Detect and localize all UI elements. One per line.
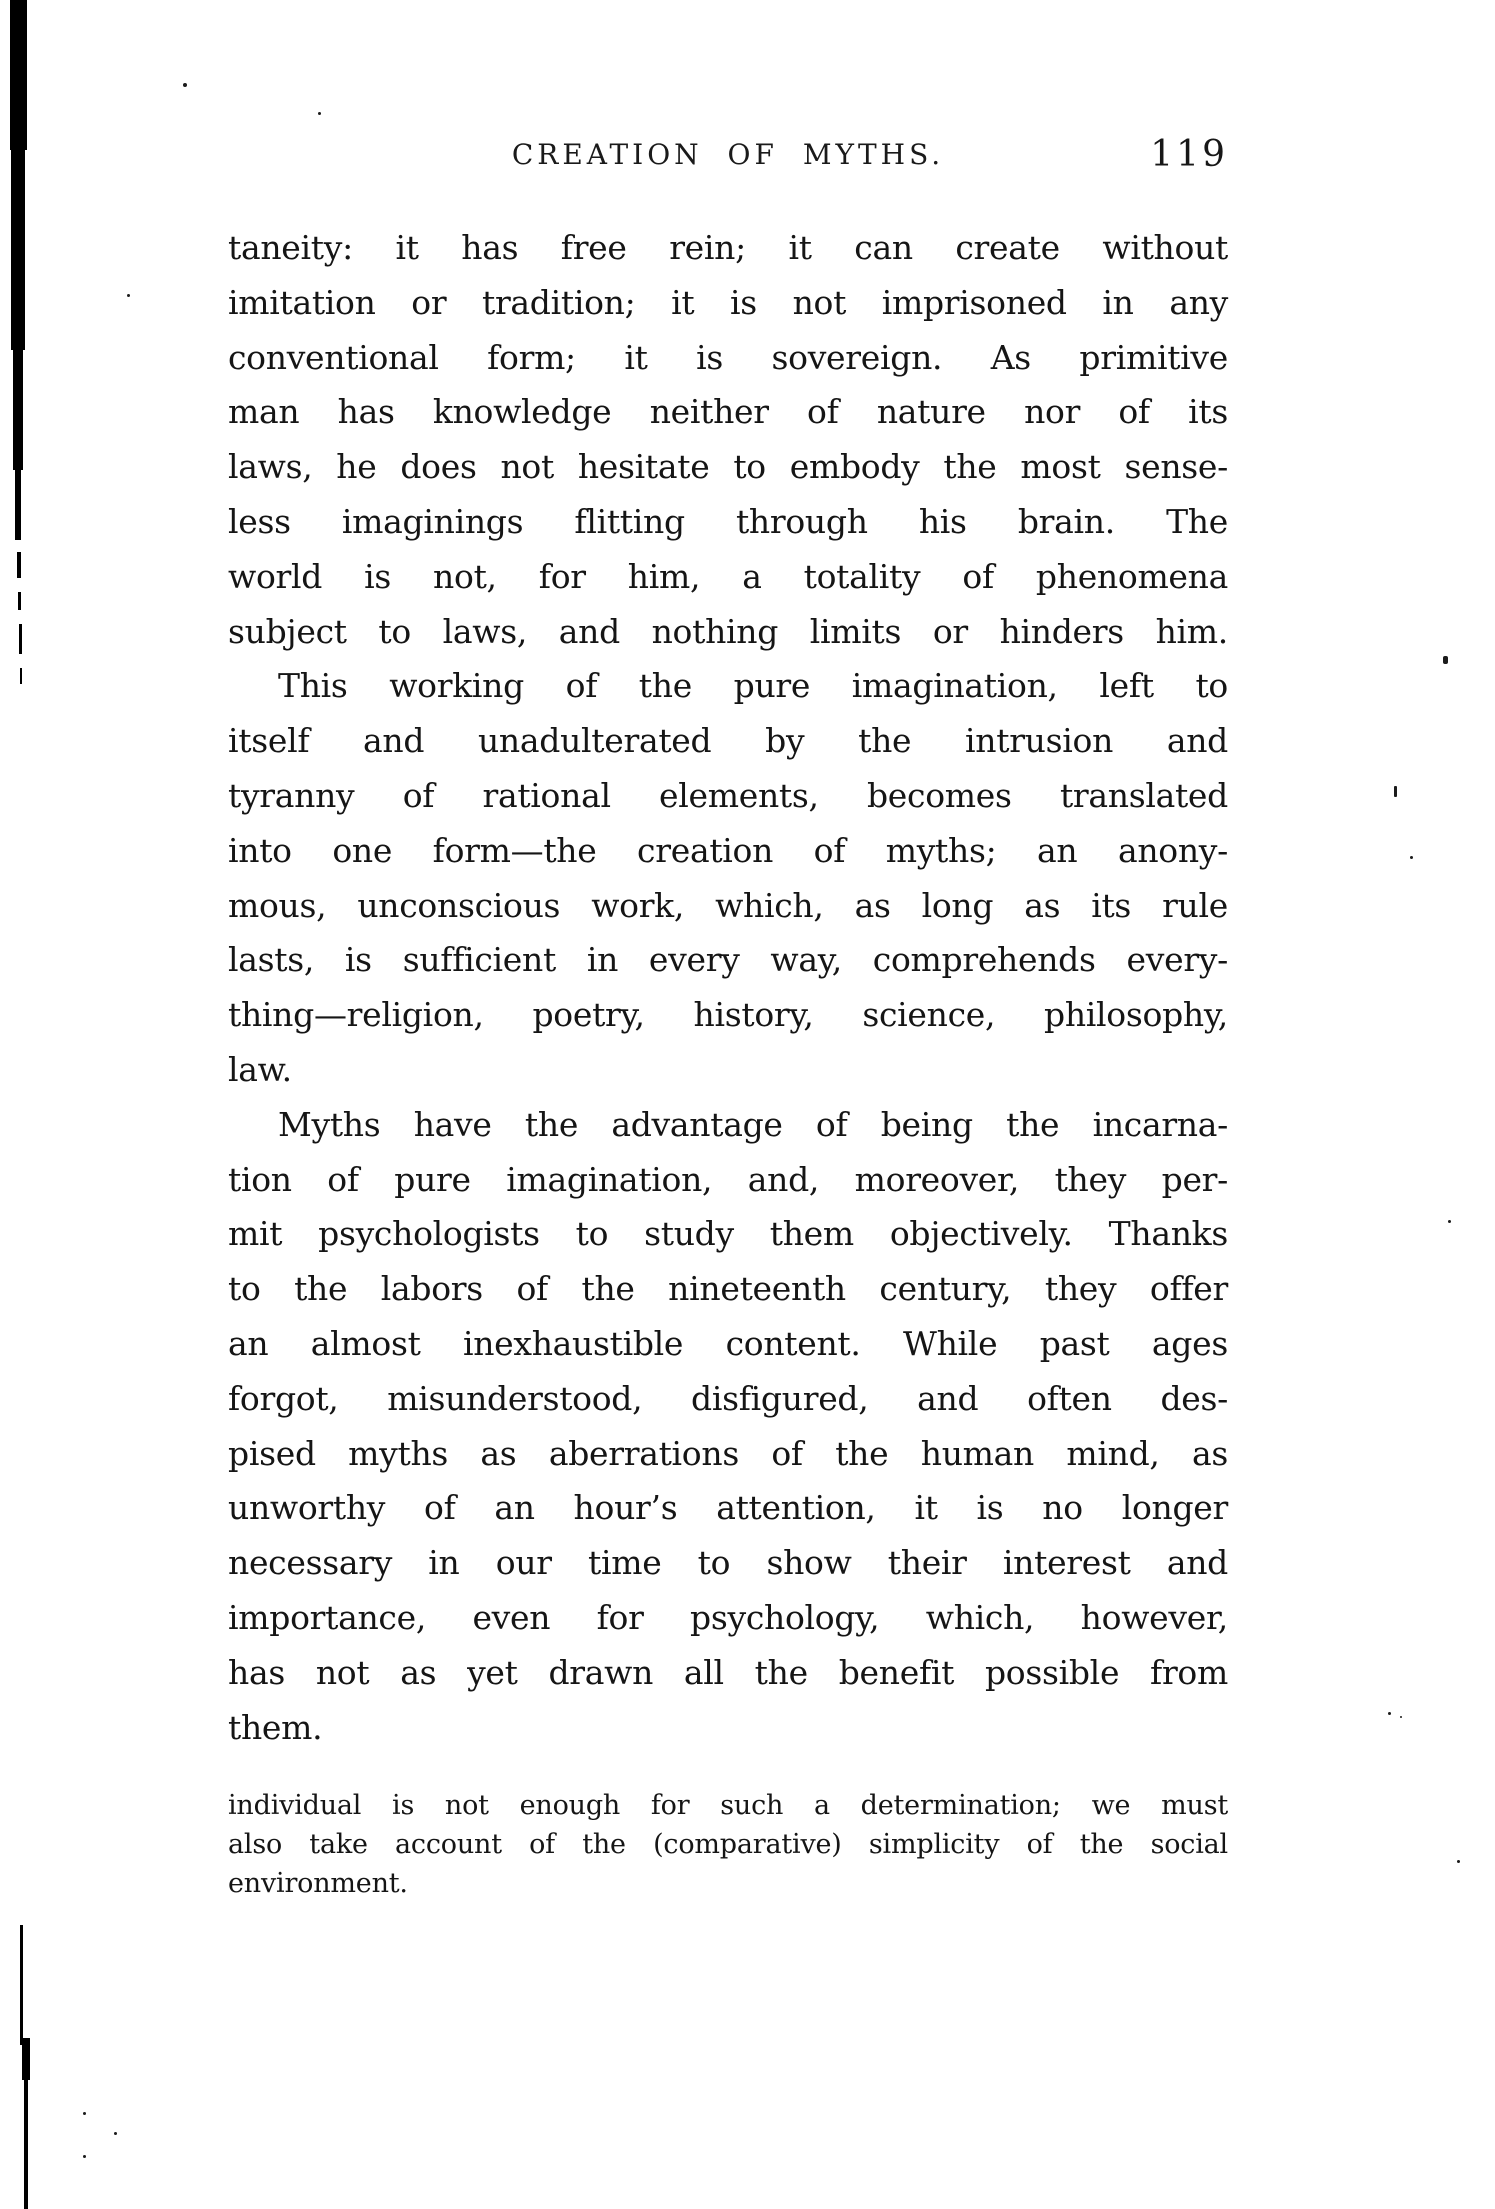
gutter-bar-segment [17, 552, 21, 578]
scan-speck [83, 2112, 86, 2115]
body-text-line: thing—religion, poetry, history, science, philosophy, [228, 995, 1228, 1035]
gutter-bar-segment [19, 624, 22, 654]
gutter-bar-segment [15, 470, 21, 540]
body-text-line: to the labors of the nineteenth century, they offer [228, 1269, 1228, 1309]
body-text-line: tion of pure imagination, and, moreover, they per- [228, 1159, 1228, 1199]
gutter-bar-segment [18, 592, 21, 610]
running-title: CREATION OF MYTHS. [511, 138, 945, 171]
body-text-line: tyranny of rational elements, becomes translated [228, 775, 1228, 815]
body-text-line: man has knowledge neither of nature nor of its [228, 392, 1228, 432]
body-text-line: forgot, misunderstood, disfigured, and often des- [228, 1378, 1228, 1418]
body-text-line: mous, unconscious work, which, as long as its rule [228, 885, 1228, 925]
body-text-line: subject to laws, and nothing limits or hinders him. [228, 611, 1228, 651]
page-number: 119 [1150, 134, 1228, 175]
body-text-line: imitation or tradition; it is not imprisoned in any [228, 282, 1228, 322]
body-text-line: an almost inexhaustible content. While past ages [228, 1323, 1228, 1363]
scan-speck [1457, 1860, 1460, 1863]
body-text-line: Myths have the advantage of being the incarna- [278, 1104, 1228, 1144]
gutter-bar-segment [22, 2038, 30, 2080]
body-text-line: less imaginings flitting through his brain. The [228, 501, 1228, 541]
body-text-line: mit psychologists to study them objectively. Thanks [228, 1214, 1228, 1254]
body-text-line: into one form—the creation of myths; an anony- [228, 830, 1228, 870]
scan-speck [114, 2132, 117, 2135]
body-text-line: law. [228, 1049, 292, 1089]
footnote-text [228, 1786, 1228, 1903]
body-text-line: laws, he does not hesitate to embody the most sense- [228, 447, 1228, 487]
gutter-bar-segment [20, 1925, 23, 2045]
gutter-bar-segment [13, 350, 23, 470]
scan-speck [1394, 786, 1397, 797]
body-text-line: has not as yet drawn all the benefit possible from [228, 1652, 1228, 1692]
scan-speck [127, 294, 130, 297]
body-text-line: conventional form; it is sovereign. As primitive [228, 337, 1228, 377]
footnote-line: environment. [228, 1868, 408, 1899]
scan-speck [1443, 656, 1448, 664]
body-text-line: This working of the pure imagination, left to [278, 666, 1228, 706]
footnote-line: individual is not enough for such a determination; we must [228, 1790, 1228, 1821]
body-text-line: lasts, is sufficient in every way, comprehends every- [228, 940, 1228, 980]
gutter-bar-segment [10, 0, 27, 150]
scan-speck [1388, 1712, 1391, 1715]
body-text-line: necessary in our time to show their interest and [228, 1543, 1228, 1583]
body-text-line: importance, even for psychology, which, however, [228, 1597, 1228, 1637]
page-header [228, 132, 1228, 178]
scan-speck [1410, 856, 1413, 859]
body-text-line: world is not, for him, a totality of phenomena [228, 556, 1228, 596]
footnote-line: also take account of the (comparative) simplicity of the social [228, 1829, 1228, 1860]
scan-speck [318, 112, 321, 115]
body-text-line: them. [228, 1707, 323, 1747]
body-text-line: itself and unadulterated by the intrusion and [228, 721, 1228, 761]
body-text [228, 221, 1228, 1755]
scan-speck [1400, 1716, 1402, 1718]
gutter-bar-segment [20, 668, 22, 684]
scan-speck [1448, 1220, 1451, 1223]
body-text-line: taneity: it has free rein; it can create without [228, 228, 1228, 267]
gutter-bar-segment [11, 150, 25, 350]
body-text-line: unworthy of an hour’s attention, it is no longer [228, 1488, 1228, 1528]
gutter-bar-segment [24, 2080, 28, 2209]
body-text-line: pised myths as aberrations of the human mind, as [228, 1433, 1228, 1473]
scan-speck [183, 83, 187, 87]
scan-speck [83, 2155, 86, 2158]
